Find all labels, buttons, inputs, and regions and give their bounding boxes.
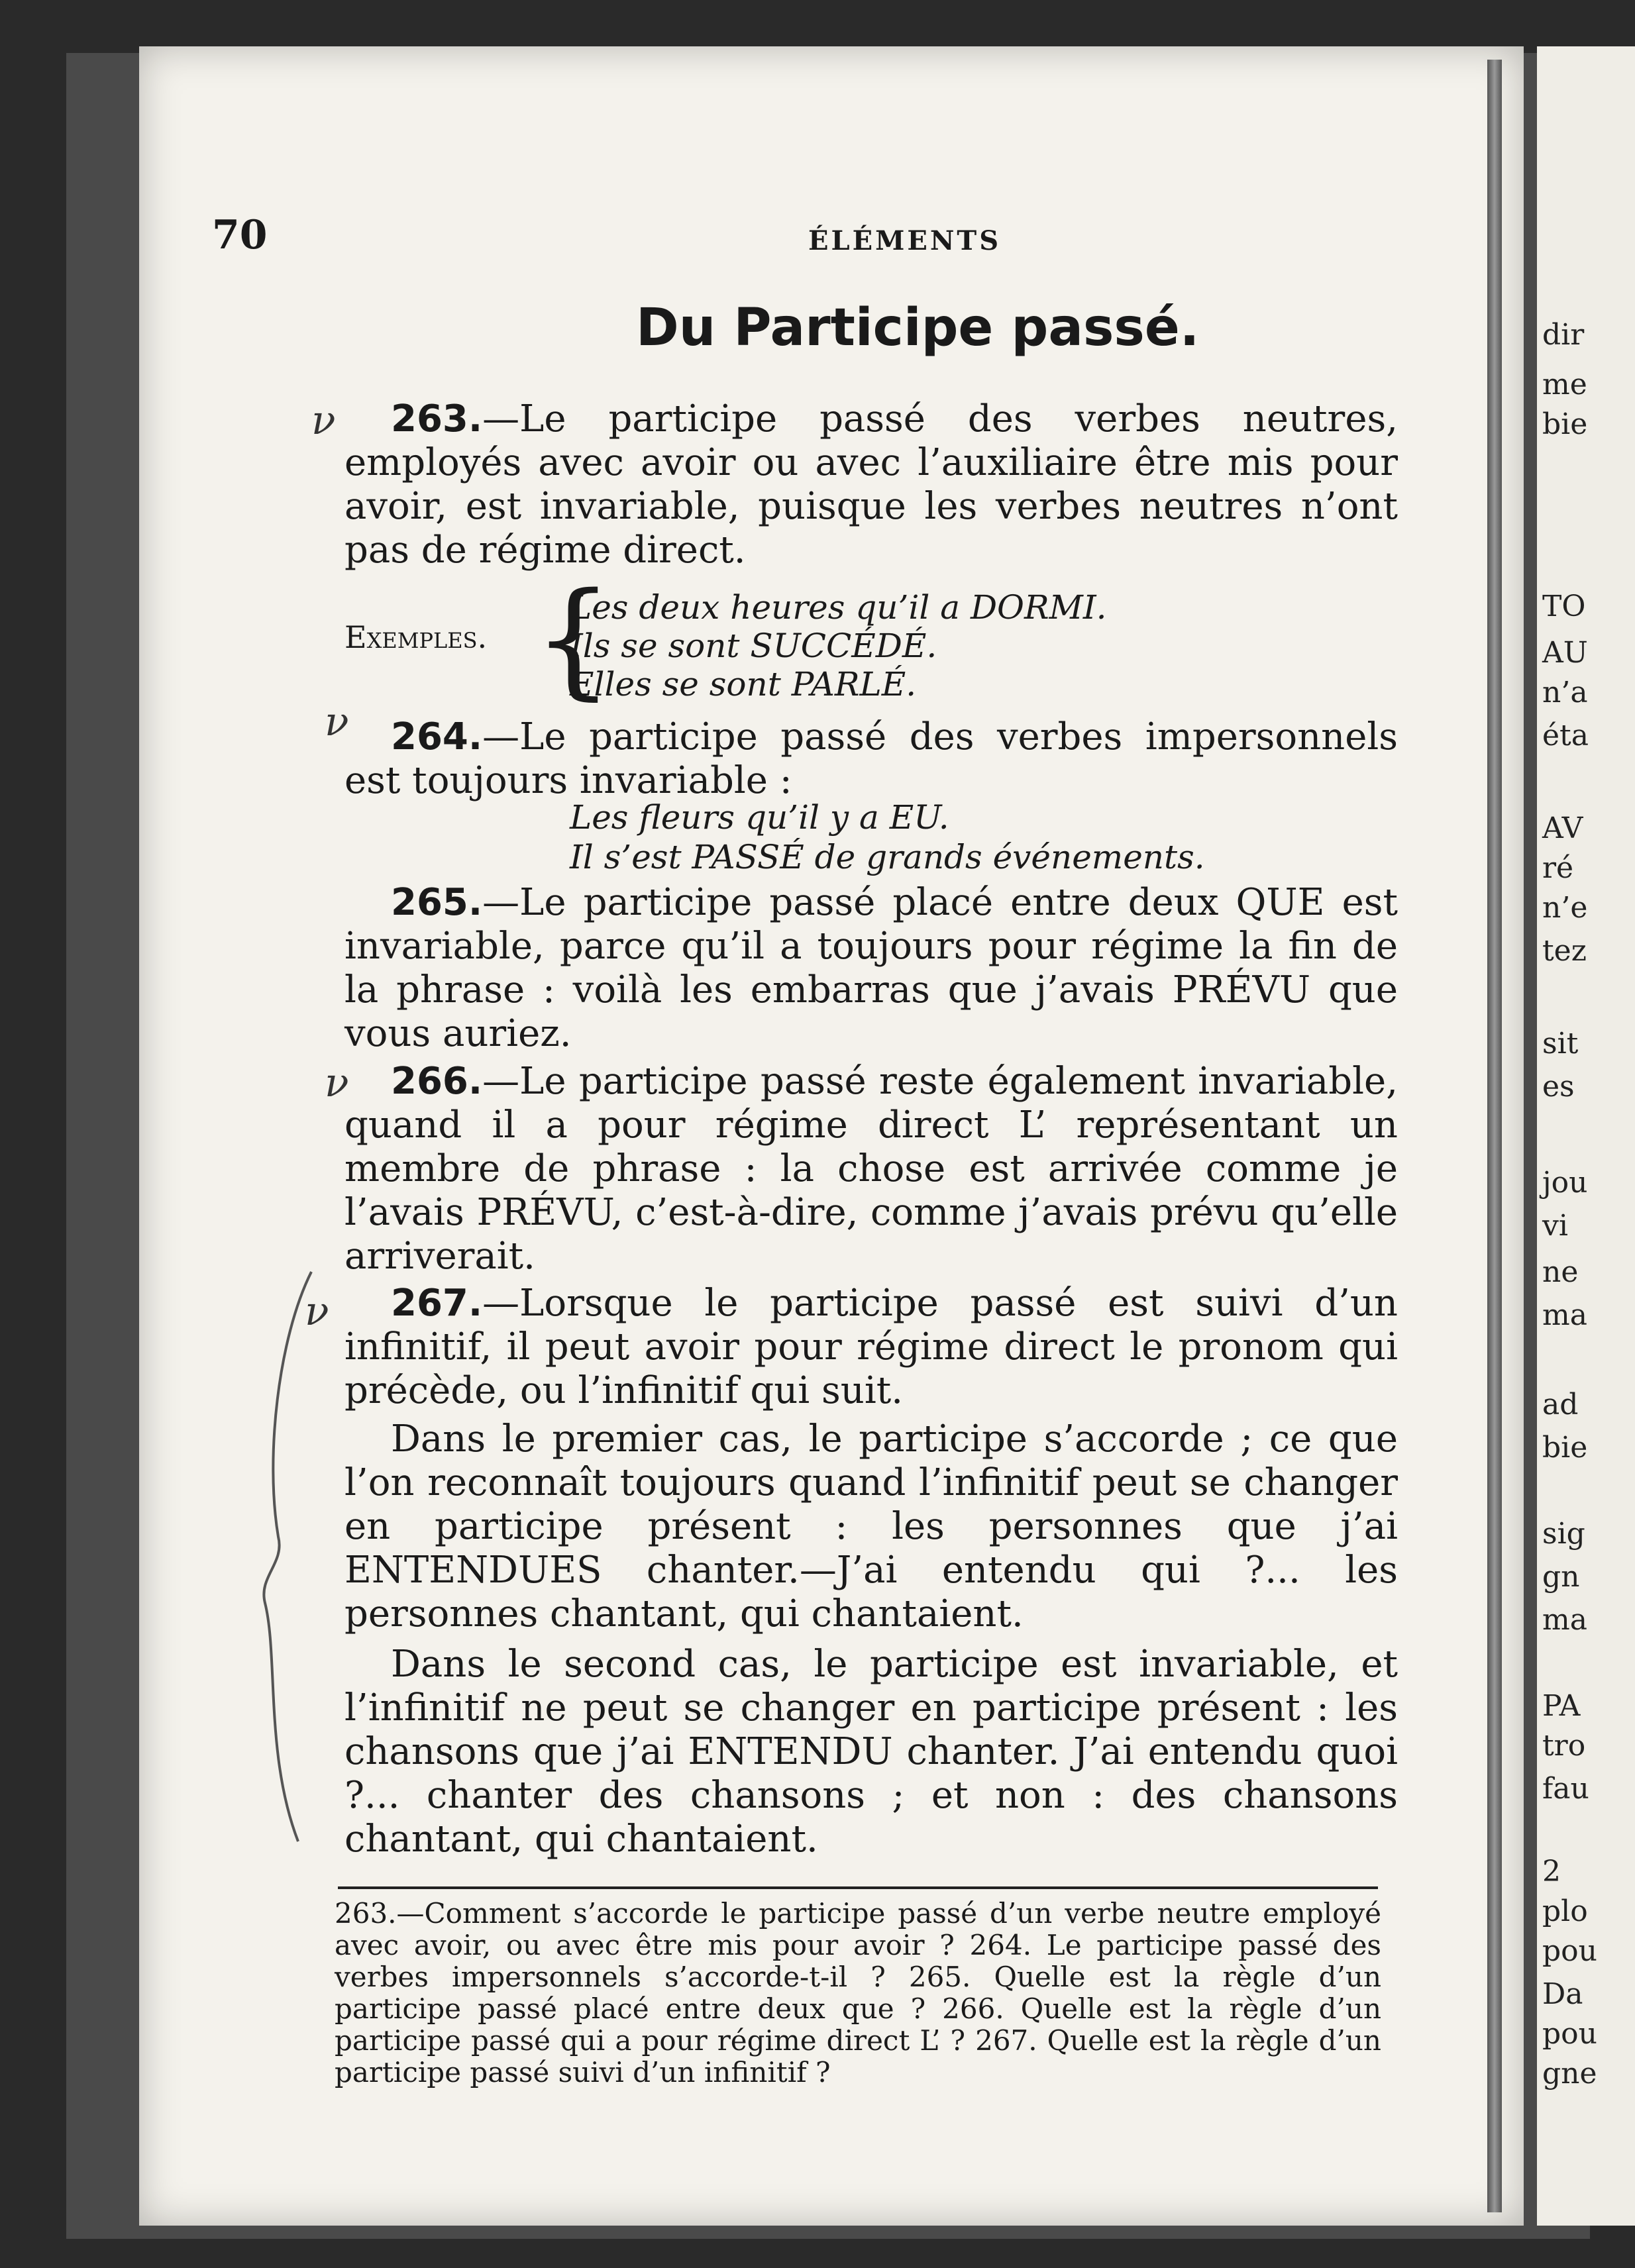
facing-page-fragment: me bbox=[1542, 368, 1587, 401]
paragraph-number: 264. bbox=[391, 715, 483, 758]
paragraph-265 bbox=[344, 881, 1398, 1056]
example-line: Les deux heures qu’il a DORMI. bbox=[570, 588, 1107, 627]
facing-page-fragment: ne bbox=[1542, 1255, 1579, 1289]
facing-page-fragment: gne bbox=[1542, 2057, 1597, 2090]
pencil-check-mark: ν bbox=[311, 397, 336, 444]
example-line: Les fleurs qu’il y a EU. bbox=[570, 798, 949, 837]
facing-page-fragment: ma bbox=[1542, 1298, 1587, 1332]
facing-page-fragment: éta bbox=[1542, 719, 1589, 752]
facing-page-fragment: fau bbox=[1542, 1772, 1589, 1806]
facing-page-fragment: Da bbox=[1542, 1977, 1583, 2011]
facing-page-edge bbox=[1537, 46, 1635, 2226]
paragraph-text: —Le participe passé placé entre deux QUE est invariable, parce qu’il a toujours pour régime la fin de la phrase : voilà les embarras que j’avais PRÉVU que vous auriez. bbox=[344, 881, 1398, 1055]
facing-page-fragment: pou bbox=[1542, 2017, 1597, 2051]
pencil-check-mark: ν bbox=[305, 1288, 329, 1335]
facing-page-fragment: AU bbox=[1542, 636, 1588, 670]
facing-page-fragment: ré bbox=[1542, 851, 1574, 885]
paragraph-number: 267. bbox=[391, 1282, 483, 1325]
section-title: Du Participe passé. bbox=[636, 298, 1200, 358]
facing-page-fragment: n’a bbox=[1542, 676, 1588, 709]
facing-page-fragment: n’e bbox=[1542, 891, 1588, 925]
paragraph-text: —Le participe passé des verbes impersonnels est toujours invariable : bbox=[344, 715, 1398, 802]
paragraph-266 bbox=[344, 1060, 1398, 1278]
paragraph-number: 265. bbox=[391, 881, 483, 924]
paragraph-264 bbox=[344, 715, 1398, 803]
facing-page-fragment: 2 bbox=[1542, 1855, 1561, 1888]
paragraph-267-case-two bbox=[344, 1643, 1398, 1861]
pencil-margin-brace bbox=[238, 1259, 331, 1855]
facing-page-fragment: tro bbox=[1542, 1729, 1586, 1763]
paragraph-text: —Lorsque le participe passé est suivi d’un infinitif, il peut avoir pour régime direct le pronom qui précède, ou l’infinitif qui suit. bbox=[344, 1282, 1398, 1412]
facing-page-fragment: tez bbox=[1542, 934, 1587, 968]
facing-page-fragment: sig bbox=[1542, 1517, 1585, 1551]
facing-page-fragment: dir bbox=[1542, 318, 1585, 352]
paragraph-text: —Le participe passé reste également invariable, quand il a pour régime direct L’ représentant un membre de phrase : la chose est arrivée comme je l’avais PRÉVU, c’est-à-dire, comme j’avais prévu qu’elle arriverait. bbox=[344, 1060, 1398, 1278]
facing-page-fragment: ad bbox=[1542, 1388, 1579, 1421]
paragraph-263 bbox=[344, 397, 1398, 572]
pencil-check-mark: ν bbox=[325, 699, 349, 745]
paragraph-text: Dans le premier cas, le participe s’accorde ; ce que l’on reconnaît toujours quand l’infinitif peut se changer en participe présent : les personnes que j’ai ENTENDUES chanter.—J’ai entendu qui ?... les personnes chantant, qui chantaient. bbox=[344, 1418, 1398, 1635]
example-line: Ils se sont SUCCÉDÉ. bbox=[570, 627, 937, 665]
facing-page-fragment: ma bbox=[1542, 1603, 1587, 1637]
facing-page-fragment: sit bbox=[1542, 1027, 1579, 1060]
paragraph-number: 263. bbox=[391, 397, 483, 440]
facing-page-fragment: bie bbox=[1542, 407, 1588, 441]
page-number: 70 bbox=[212, 212, 268, 258]
examples-label: Exemples. bbox=[344, 619, 488, 655]
facing-page-fragment: TO bbox=[1542, 590, 1586, 623]
footnote-questions: 263.—Comment s’accorde le participe passé d’un verbe neutre employé avec avoir, ou avec être mis pour avoir ? 264. Le participe passé des verbes impersonnels s’accorde-t-il ? 265. Quelle est la règle d’un participe passé placé entre deux que ? 266. Quelle est la règle d’un participe passé qui a pour régime direct L’ ? 267. Quelle est la règle d’un participe passé suivi d’un infinitif ? bbox=[335, 1897, 1381, 2088]
facing-page-fragment: plo bbox=[1542, 1894, 1588, 1928]
example-line: Elles se sont PARLÉ. bbox=[570, 665, 917, 703]
example-line: Il s’est PASSÉ de grands événements. bbox=[570, 838, 1205, 876]
facing-page-fragment: es bbox=[1542, 1070, 1575, 1104]
facing-page-fragment: pou bbox=[1542, 1934, 1597, 1968]
facing-page-fragment: AV bbox=[1542, 811, 1583, 845]
paragraph-text: —Le participe passé des verbes neutres, employés avec avoir ou avec l’auxiliaire être mis pour avoir, est invariable, puisque les verbes neutres n’ont pas de régime direct. bbox=[344, 397, 1398, 572]
page-gutter bbox=[1487, 60, 1502, 2212]
paragraph-text: Dans le second cas, le participe est invariable, et l’infinitif ne peut se changer en participe présent : les chansons que j’ai ENTENDU chanter. J’ai entendu quoi ?... chanter des chansons ; et non : des chansons chantant, qui chantaient. bbox=[344, 1643, 1398, 1861]
brace-icon: { bbox=[533, 566, 613, 712]
running-head: ÉLÉMENTS bbox=[808, 225, 1002, 256]
facing-page-fragment: gn bbox=[1542, 1560, 1580, 1594]
pencil-check-mark: ν bbox=[325, 1060, 349, 1106]
paragraph-number: 266. bbox=[391, 1060, 483, 1103]
facing-page-fragment: bie bbox=[1542, 1431, 1588, 1465]
paragraph-267-case-one bbox=[344, 1418, 1398, 1636]
facing-page-fragment: PA bbox=[1542, 1689, 1581, 1723]
facing-page-fragment: vi bbox=[1542, 1209, 1568, 1243]
facing-page-fragment: jou bbox=[1542, 1166, 1588, 1200]
footnote-rule bbox=[338, 1886, 1378, 1889]
paragraph-267 bbox=[344, 1282, 1398, 1413]
examples-block bbox=[344, 566, 1404, 712]
